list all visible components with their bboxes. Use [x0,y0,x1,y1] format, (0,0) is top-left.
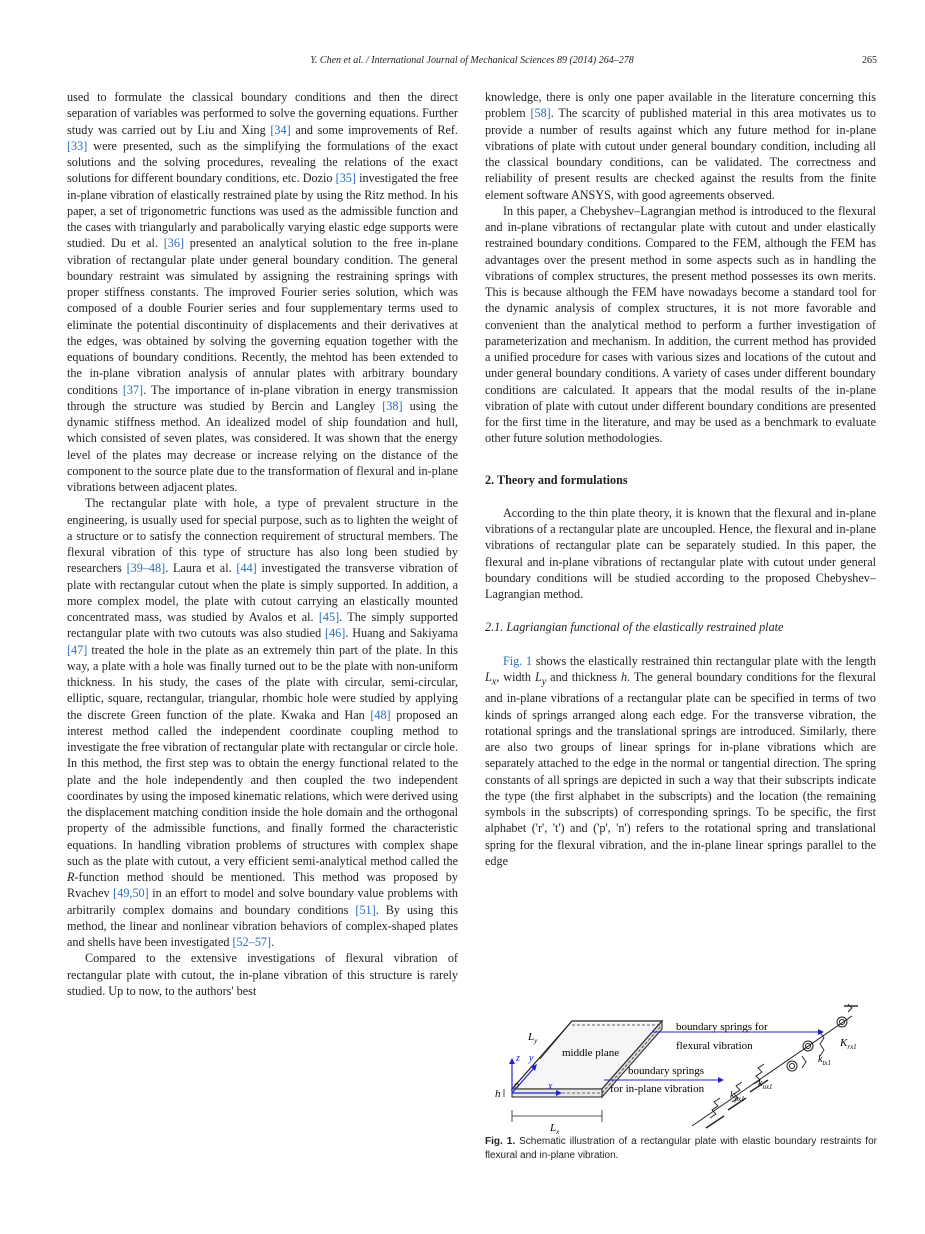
label-lx: $L_x$ [550,1122,560,1136]
running-header [67,55,877,71]
label-z: z [516,1053,520,1064]
left-column [67,89,458,999]
citation-link[interactable]: [48] [370,707,391,722]
z-axis-arrow [509,1058,515,1064]
citation-link[interactable]: [58] [530,106,551,121]
figure-caption-label: Fig. 1. [485,1136,516,1147]
label-y: y [529,1053,534,1064]
label-middle-plane: middle plane [562,1047,620,1059]
citation-link[interactable]: [36] [163,236,185,251]
subsection-title: 2.1. Lagriangian functional of the elastically restrained plate [485,620,784,635]
citation-link[interactable]: [34] [270,122,291,137]
label-o: o [514,1080,519,1091]
rotational-spring-icon [837,1017,847,1027]
right-column [485,89,876,869]
citation-link[interactable]: [39–48] [126,561,166,576]
citation-link[interactable]: [35] [335,171,356,186]
label-flexural-vibration: flexural vibration [676,1040,753,1052]
citation-link[interactable]: [47] [67,642,88,657]
citation-link[interactable]: [45] [318,610,340,624]
paragraph: The rectangular plate with hole, a type of prevalent structure in the engineering, is usually used for special purpose, such as to lighten the weight of a structure or to satisfy the connection requirement of structural members. The flexural vibration of this type of structure has also long been studied by researchers [39–48]. Laura et al. [44] investigated the transverse vibration of plate with rectangular cutout when the plate is simply supported. In addition, a more complex model, the plate with cutout carrying an elastically mounted concentrated mass, was studied by Avalos et al. [45]. The simply supported rectangular plate with two cutouts was also studied [46]. Huang and Sakiyama [47] treated the hole in the plate as an extremely thin part of the plate. In this way, a plate with a hole was finally turned out to be the plate with non-uniform thickness. In his study, the cases of the plate with circular, semi-circular, elliptic, square, rectangular, triangular, rhombic hole were studied by applying the discrete Green function of the plate. Kwaka and Han [48] proposed an interest method called the independent coordinate coupling method to investigate the free vibration of rectangular plate with rectangular or circle hole. In this method, the first step was to obtain the energy functional related to the plate and the hole independently and then coupled the two independent coordinates by using the imposed kinematic relations, which were derived using the displacement matching condition inside the hole domain and the orthogonal property of the admissible functions, and finally formed the characteristic equations. In handling vibration problems of structures with complex shape such as the plate with cutout, a very efficient semi-analytical method called the R-function method should be mentioned. This method was proposed by Rvachev [49,50] in an effort to model and solve boundary value problems with arbitrarily complex domains and boundary conditions [51]. By using this method, the linear and nonlinear vibration behaviors of complex-shaped plates and shells have been investigated [52–57]. [67,496,459,949]
page-number: 265 [862,55,877,66]
paragraph: In this paper, a Chebyshev–Lagrangian method is introduced to the flexural and in-plane vibrations of rectangular plate with cutout and under elastically restrained boundary conditions. Compared to the FEM, although the FEM has advantages over the present method in some aspects such as in handling the vibrations of complex structures, the present method possesses its own merits. This is because although the FEM have nowadays become a standard tool for the dynamic analysis of complex structures, it is not more favorable and convenient than the analytical method to perform a further investigation of parameterization and mechanism. In addition, the current method has provided a unified procedure for cases with various sizes and locations of the cutout and under general boundary conditions. A variety of cases under different boundary conditions are calculated. It appears that the modal results of the in-plane vibration of plate with cutout under different boundary conditions are presented for the first time in the literature, and may be used as a benchmark to evaluate other future solution methodologies. [485,203,876,446]
label-h: h [495,1088,501,1100]
paragraph: knowledge, there is only one paper available in the literature concerning this problem [58]. The scarcity of published material in this area motivates us to provide a number of results against which any future method for in-plane vibrations of plate with cutout under general boundary condition, including all the classical boundary conditions, can be validated. The correctness and reliability of present results are checked against the results from the finite element software ANSYS, with good agreements observed. [485,90,876,202]
paragraph: used to formulate the classical boundary conditions and then the direct separation of variables was performed to solve the governing equations. Further study was carried out by Liu and Xing [34] and some improvements of Ref. [33] were presented, such as the simplifying the formulations of the exact solutions and the solving procedures, revealing the relations of the exact solutions for different boundary conditions, etc. Dozio [35] investigated the free in-plane vibration of elastically restrained plate by using the Ritz method. In his paper, a set of trigonometric functions was used as the admissible function and the cases with triangularly and parabolically varying elastic edge supports were studied. Du et al. [36] presented an analytical solution to the free in-plane vibration of rectangular plate under general boundary condition. The general boundary restraint was simulated by assigning the restraining springs with proper stiffness constants. The improved Fourier series solution, which was composed of a double Fourier series and four supplementary terms used to eliminate the potential discontinuity of displacements and their derivatives at the edges, was obtained by solving the governing equation together with the equations of boundary conditions. Recently, the mehtod has been extended to the in-plane vibration analysis of annular plates with arbitrary boundary conditions [37]. The importance of in-plane vibration in energy transmission through the structure was studied by Bercin and Langley [38] using the dynamic stiffness method. An idealized model of ship foundation and hull, which consisted of seven plates, was considered. It was shown that the energy level of the plates may decrease or increase relying on the distance of the component to the source plate due to the transformation of flexural and in-plane vibrations between adjacent plates. [67,90,459,494]
paragraph: According to the thin plate theory, it is known that the flexural and in-plane vibrations of a rectangular plate are uncoupled. Hence, the flexural and in-plane vibrations of rectangular plate can be separately studied. In this paper, the flexural and in-plane vibrations of rectangular plate with cutout under general boundary conditions will be studied according to the proposed Chebyshev–Lagrangian method. [485,505,876,601]
figure-1 [492,1004,880,1136]
label-krx1: $K_{rx1}$ [840,1037,857,1051]
spring-ground [706,1116,724,1128]
label-kpx1: $k_{px1}$ [730,1090,745,1103]
citation-link[interactable]: [37] [122,382,144,397]
running-title: Y. Chen et al. / International Journal of Mechanical Sciences 89 (2014) 264–278 [310,55,634,66]
figure-link[interactable]: Fig. 1 [503,653,533,668]
label-flexural-springs: boundary springs for [676,1021,768,1033]
paragraph: Fig. 1 shows the elastically restrained thin rectangular plate with the length $L_x$, width $L_y$ and thickness h. The general boundary conditions for the flexural and in-plane vibrations of a rectangular plate can be specified in terms of two kinds of springs arranged along each edge. For the transverse vibration, the rotational springs and the translational springs are introduced. Similarly, there are also two groups of linear springs for in-plane vibrations which are separately attached to the edge in the normal or tangential direction. The spring constants of all springs are depicted in such a way that their subscripts indicate the type (the first alphabet in the subscripts) and the location (the remaining symbols in the subscripts) of corresponding springs. To be specific, the first alphabet ('r', 't') and ('p', 'n') refers to the rotational spring and translational spring for the flexural vibration, and the in-plane linear springs parallel to the edge [485,653,876,868]
citation-link[interactable]: [46] [325,626,346,641]
figure-caption [485,1135,877,1163]
label-inplane-vibration: for in-plane vibration [610,1083,705,1095]
label-ktx1: $k_{tx1}$ [818,1054,832,1067]
section-title: 2. Theory and formulations [485,472,628,487]
citation-link[interactable]: [49,50] [113,886,149,901]
label-inplane-springs: boundary springs [628,1065,705,1077]
rotational-spring-icon [787,1061,797,1071]
citation-link[interactable]: [38] [382,398,403,413]
plate-schematic [492,1004,880,1136]
citation-link[interactable]: [33] [67,138,88,153]
rotational-spring-icon [790,1064,795,1069]
label-knx1: $k_{nx1}$ [758,1078,773,1091]
citation-link[interactable]: [51] [355,902,376,917]
translational-spring-icon [802,1056,806,1068]
translational-spring-icon [848,1004,852,1012]
citation-link[interactable]: [52–57] [232,935,272,949]
figure-caption-text: Schematic illustration of a rectangular plate with elastic boundary restraints for flexural and in-plane vibration. [485,1136,877,1161]
label-ly: $L_y$ [528,1031,538,1045]
callout-arrow [718,1077,724,1083]
citation-link[interactable]: [44] [236,561,257,576]
paragraph: Compared to the extensive investigations of flexural vibration of rectangular plate with cutout, the in-plane vibration of this structure is rarely studied. Up to now, to the authors' best [67,951,458,998]
label-x: x [548,1081,553,1092]
